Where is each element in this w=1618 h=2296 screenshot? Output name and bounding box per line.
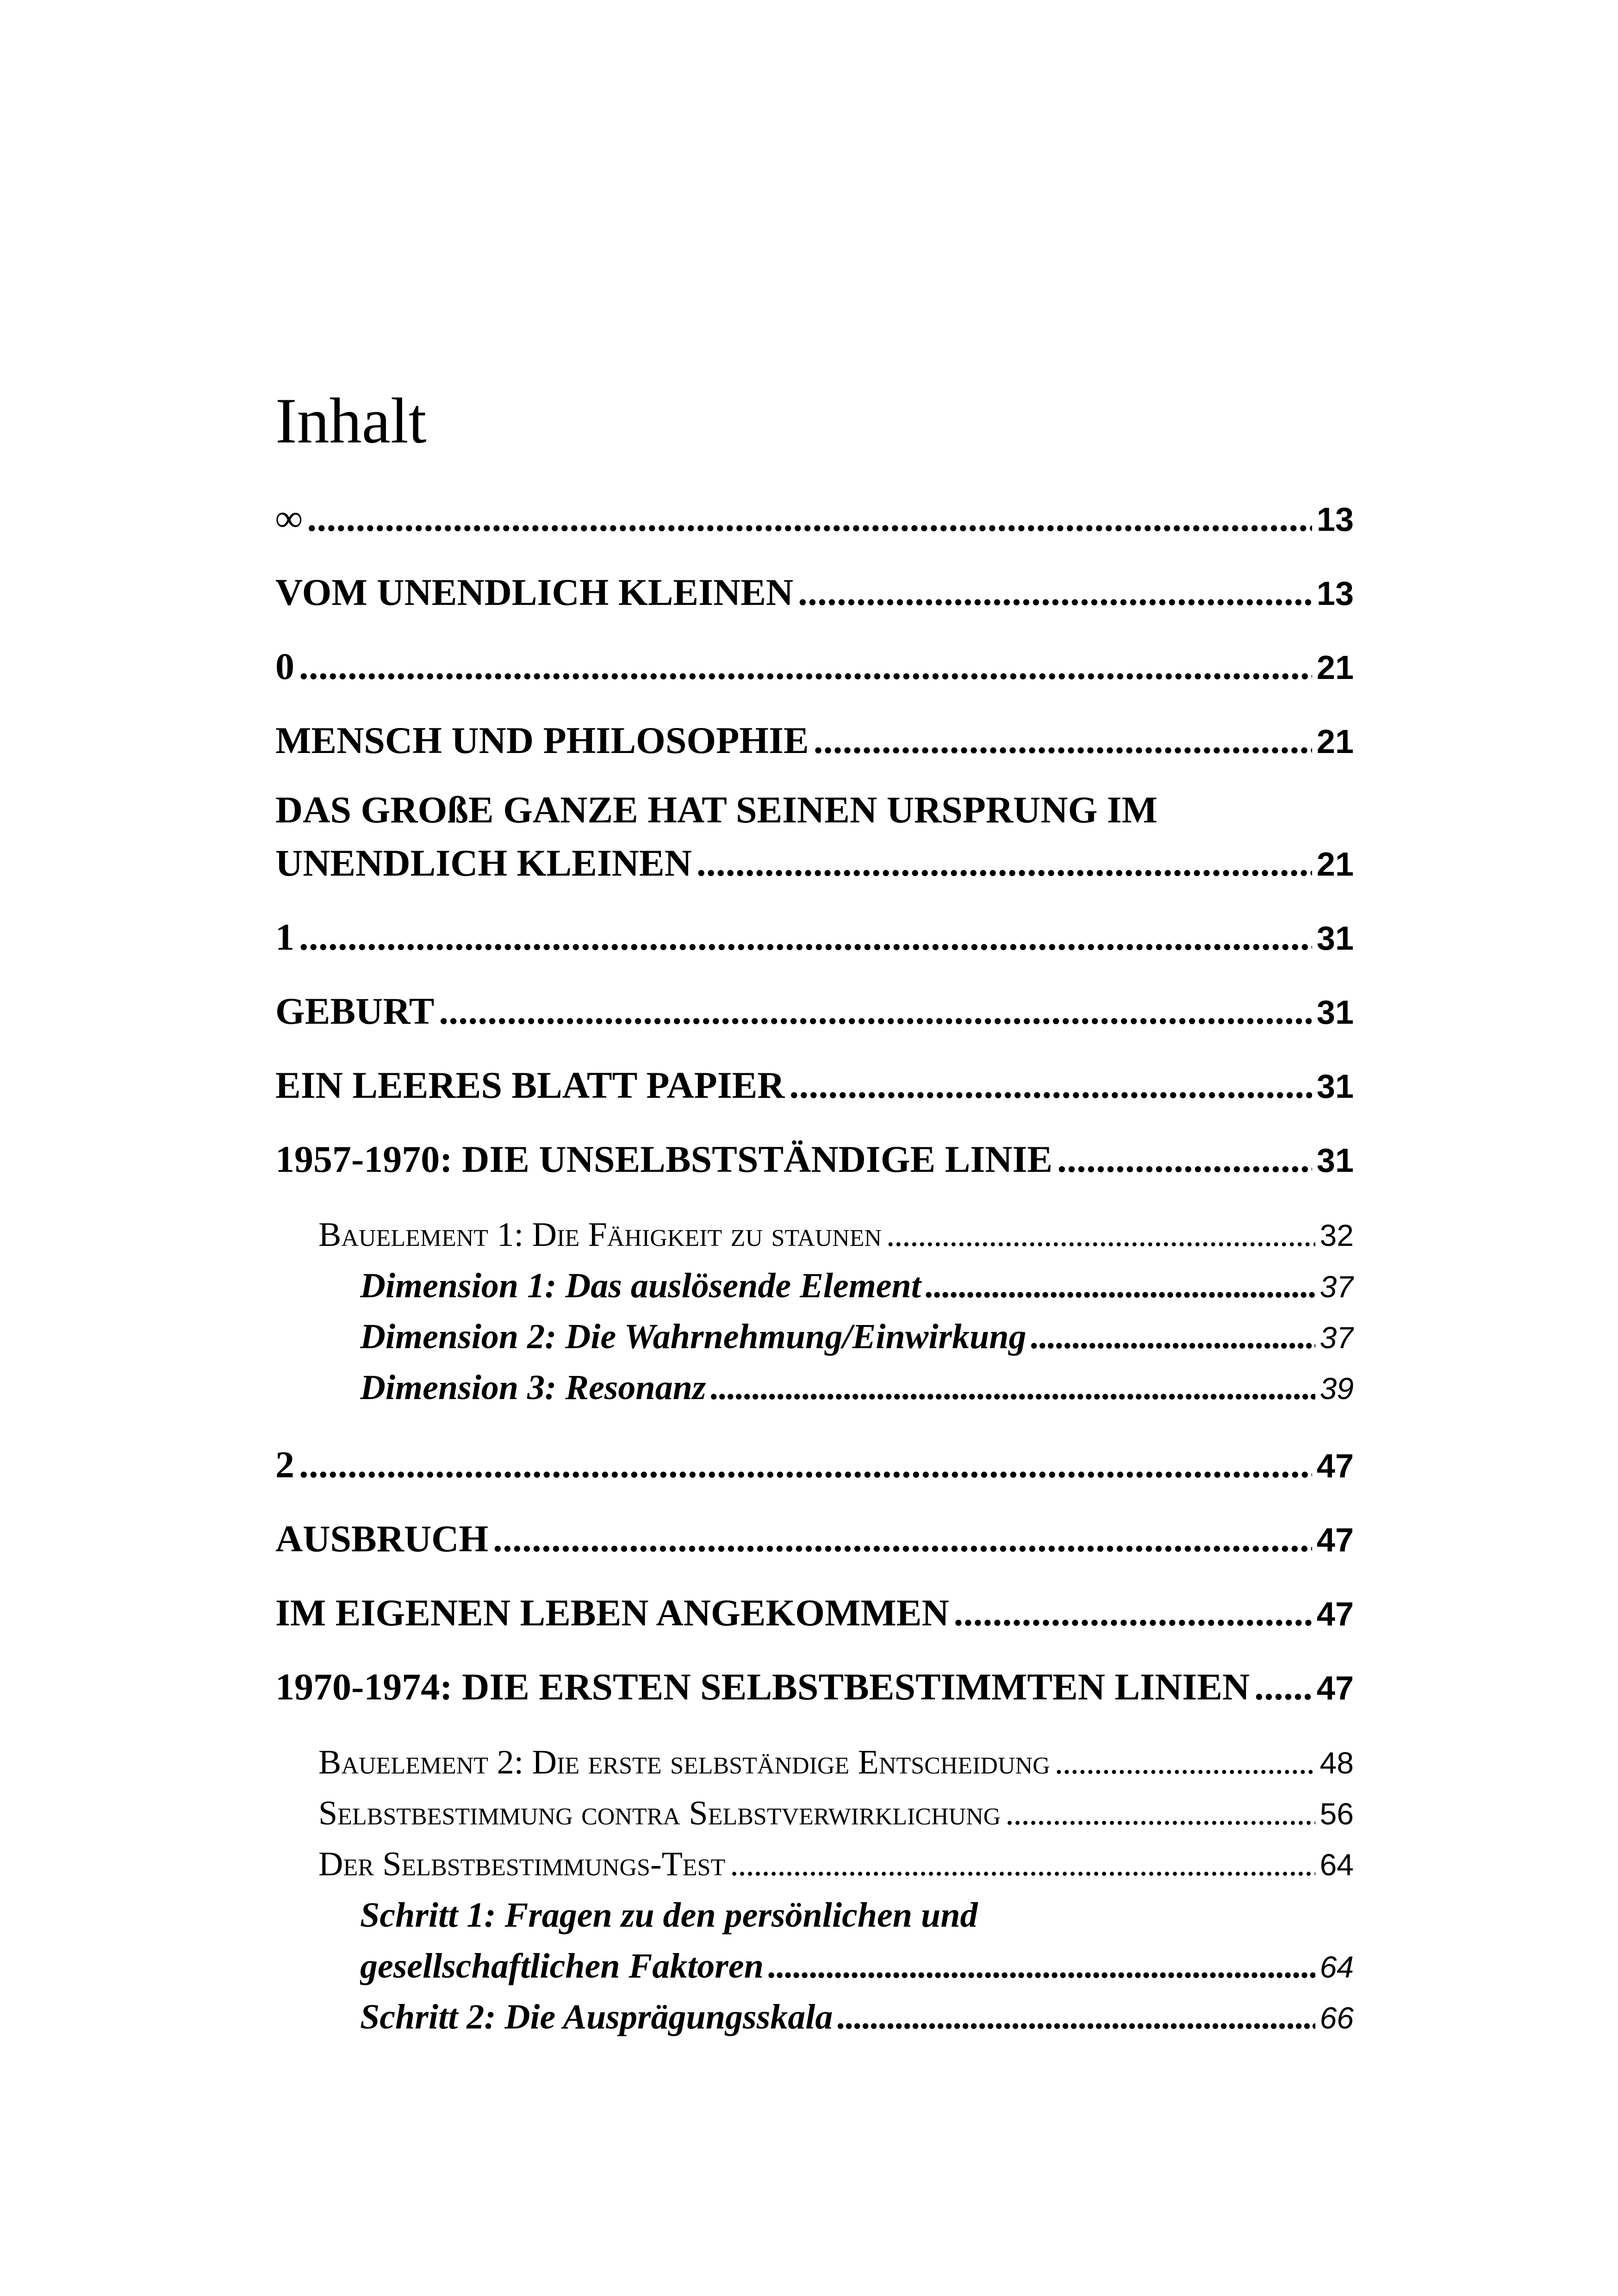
toc-entry-selbstbestimmung-contra[interactable] (318, 1790, 1354, 1836)
toc-entry-geburt[interactable] (275, 986, 1354, 1037)
toc-entry-ein-leeres-blatt-papier[interactable] (275, 1060, 1354, 1111)
dot-leader (768, 1943, 1315, 1989)
toc-entry-label: Der Selbstbestimmungs-Test (318, 1845, 726, 1883)
toc-entry-schritt-1-line2[interactable] (360, 1943, 1354, 1989)
toc-page-number: 48 (1319, 1746, 1354, 1780)
toc-page-number: 32 (1319, 1218, 1354, 1252)
toc-entry-label: EIN LEERES BLATT PAPIER (275, 1064, 785, 1106)
toc-page-number: 21 (1316, 723, 1354, 760)
toc-entry-label: 1970-1974: DIE ERSTEN SELBSTBESTIMMTEN LINIEN (275, 1666, 1250, 1708)
dot-leader (299, 641, 1312, 692)
toc-entry-label: IM EIGENEN LEBEN ANGEKOMMEN (275, 1592, 949, 1634)
dot-leader (926, 1263, 1315, 1309)
dot-leader (439, 986, 1312, 1037)
dot-leader (711, 1364, 1315, 1411)
toc-entry-label: DAS GROßE GANZE HAT SEINEN URSPRUNG IM (275, 789, 1158, 831)
toc-entry-label: 1 (275, 916, 294, 958)
toc-page-number: 13 (1316, 575, 1354, 612)
toc-entry-label: 0 (275, 645, 294, 687)
toc-page-number: 31 (1316, 1068, 1354, 1105)
dot-leader (1254, 1661, 1312, 1712)
toc-page-number: 13 (1316, 501, 1354, 538)
toc-entry-two[interactable] (275, 1439, 1354, 1490)
toc-entry-label: 1957-1970: DIE UNSELBSTSTÄNDIGE LINIE (275, 1138, 1053, 1180)
dot-leader (299, 1439, 1312, 1490)
toc-entry-das-grosse-ganze-line2[interactable] (275, 838, 1354, 889)
toc-entry-label: Selbstbestimmung contra Selbstverwirklichung (318, 1794, 1001, 1832)
toc-entry-zero[interactable] (275, 641, 1354, 692)
toc-page-number: 31 (1316, 920, 1354, 957)
toc-page-number: 64 (1319, 1848, 1354, 1882)
dot-leader (730, 1841, 1315, 1887)
toc-entry-schritt-2[interactable] (360, 1994, 1354, 2040)
toc-entry-label: Bauelement 1: Die Fähigkeit zu staunen (318, 1216, 882, 1254)
toc-entry-1957-1970[interactable] (275, 1134, 1354, 1185)
toc-page-number: 47 (1316, 1670, 1354, 1707)
dot-leader (1057, 1134, 1312, 1185)
toc-entry-infinity[interactable] (275, 493, 1354, 544)
toc-entry-label: Dimension 3: Resonanz (360, 1368, 706, 1407)
toc-entry-label: UNENDLICH KLEINEN (275, 842, 692, 884)
dot-leader (307, 493, 1312, 544)
dot-leader (1005, 1790, 1315, 1836)
dot-leader (837, 1994, 1315, 2040)
toc-entry-vom-unendlich-kleinen[interactable] (275, 567, 1354, 618)
toc-page-number: 39 (1319, 1371, 1354, 1406)
toc-entry-bauelement-2[interactable] (318, 1739, 1354, 1786)
toc-page-number: 64 (1319, 1950, 1354, 1984)
toc-entry-label: MENSCH UND PHILOSOPHIE (275, 719, 809, 761)
toc-entry-one[interactable] (275, 912, 1354, 963)
toc-entry-bauelement-1[interactable] (318, 1212, 1354, 1258)
toc-entry-label: GEBURT (275, 990, 435, 1032)
dot-leader (493, 1513, 1312, 1564)
toc-entry-dimension-3[interactable] (360, 1364, 1354, 1411)
toc-entry-mensch-und-philosophie[interactable] (275, 715, 1354, 766)
toc-entry-label: Dimension 2: Die Wahrnehmung/Einwirkung (360, 1317, 1027, 1356)
dot-leader (299, 912, 1312, 963)
toc-page-number: 31 (1316, 1142, 1354, 1179)
toc-entry-label: Schritt 2: Die Ausprägungsskala (360, 1997, 833, 2036)
toc-entry-label: 2 (275, 1444, 294, 1486)
toc-entry-label: Dimension 1: Das auslösende Element (360, 1266, 921, 1305)
toc-page-number: 56 (1319, 1797, 1354, 1831)
toc-entry-label: Bauelement 2: Die erste selbständige Entscheidung (318, 1743, 1050, 1781)
toc-entry-schritt-1-line1[interactable] (360, 1892, 1354, 1938)
dot-leader (1055, 1739, 1315, 1786)
dot-leader (1031, 1313, 1315, 1360)
toc-page-number: 31 (1316, 994, 1354, 1031)
toc-entry-label: gesellschaftlichen Faktoren (360, 1947, 764, 1985)
toc-entry-das-grosse-ganze-line1[interactable] (275, 784, 1354, 835)
toc-entry-ausbruch[interactable] (275, 1513, 1354, 1564)
toc-page-number: 66 (1319, 2001, 1354, 2035)
toc-page-number: 21 (1316, 846, 1354, 883)
dot-leader (954, 1587, 1312, 1638)
dot-leader (697, 838, 1312, 889)
toc-entry-dimension-2[interactable] (360, 1313, 1354, 1360)
toc-entry-label: VOM UNENDLICH KLEINEN (275, 571, 794, 613)
toc-page-number: 21 (1316, 649, 1354, 686)
dot-leader (814, 715, 1312, 766)
toc-entry-selbstbestimmungs-test[interactable] (318, 1841, 1354, 1887)
toc-entry-label: ∞ (275, 497, 303, 539)
toc-page-number: 47 (1316, 1596, 1354, 1633)
toc-page-number: 37 (1319, 1320, 1354, 1355)
toc-entry-label: AUSBRUCH (275, 1518, 489, 1560)
toc-page-number: 47 (1316, 1448, 1354, 1485)
dot-leader (886, 1212, 1315, 1258)
dot-leader (798, 567, 1312, 618)
toc-entry-1970-1974[interactable] (275, 1661, 1354, 1712)
toc-page-number: 37 (1319, 1269, 1354, 1304)
page-title: Inhalt (275, 385, 427, 457)
toc-page-number: 47 (1316, 1522, 1354, 1559)
dot-leader (789, 1060, 1312, 1111)
toc-entry-im-eigenen-leben[interactable] (275, 1587, 1354, 1638)
toc-entry-dimension-1[interactable] (360, 1263, 1354, 1309)
toc-entry-label: Schritt 1: Fragen zu den persönlichen und (360, 1896, 978, 1935)
